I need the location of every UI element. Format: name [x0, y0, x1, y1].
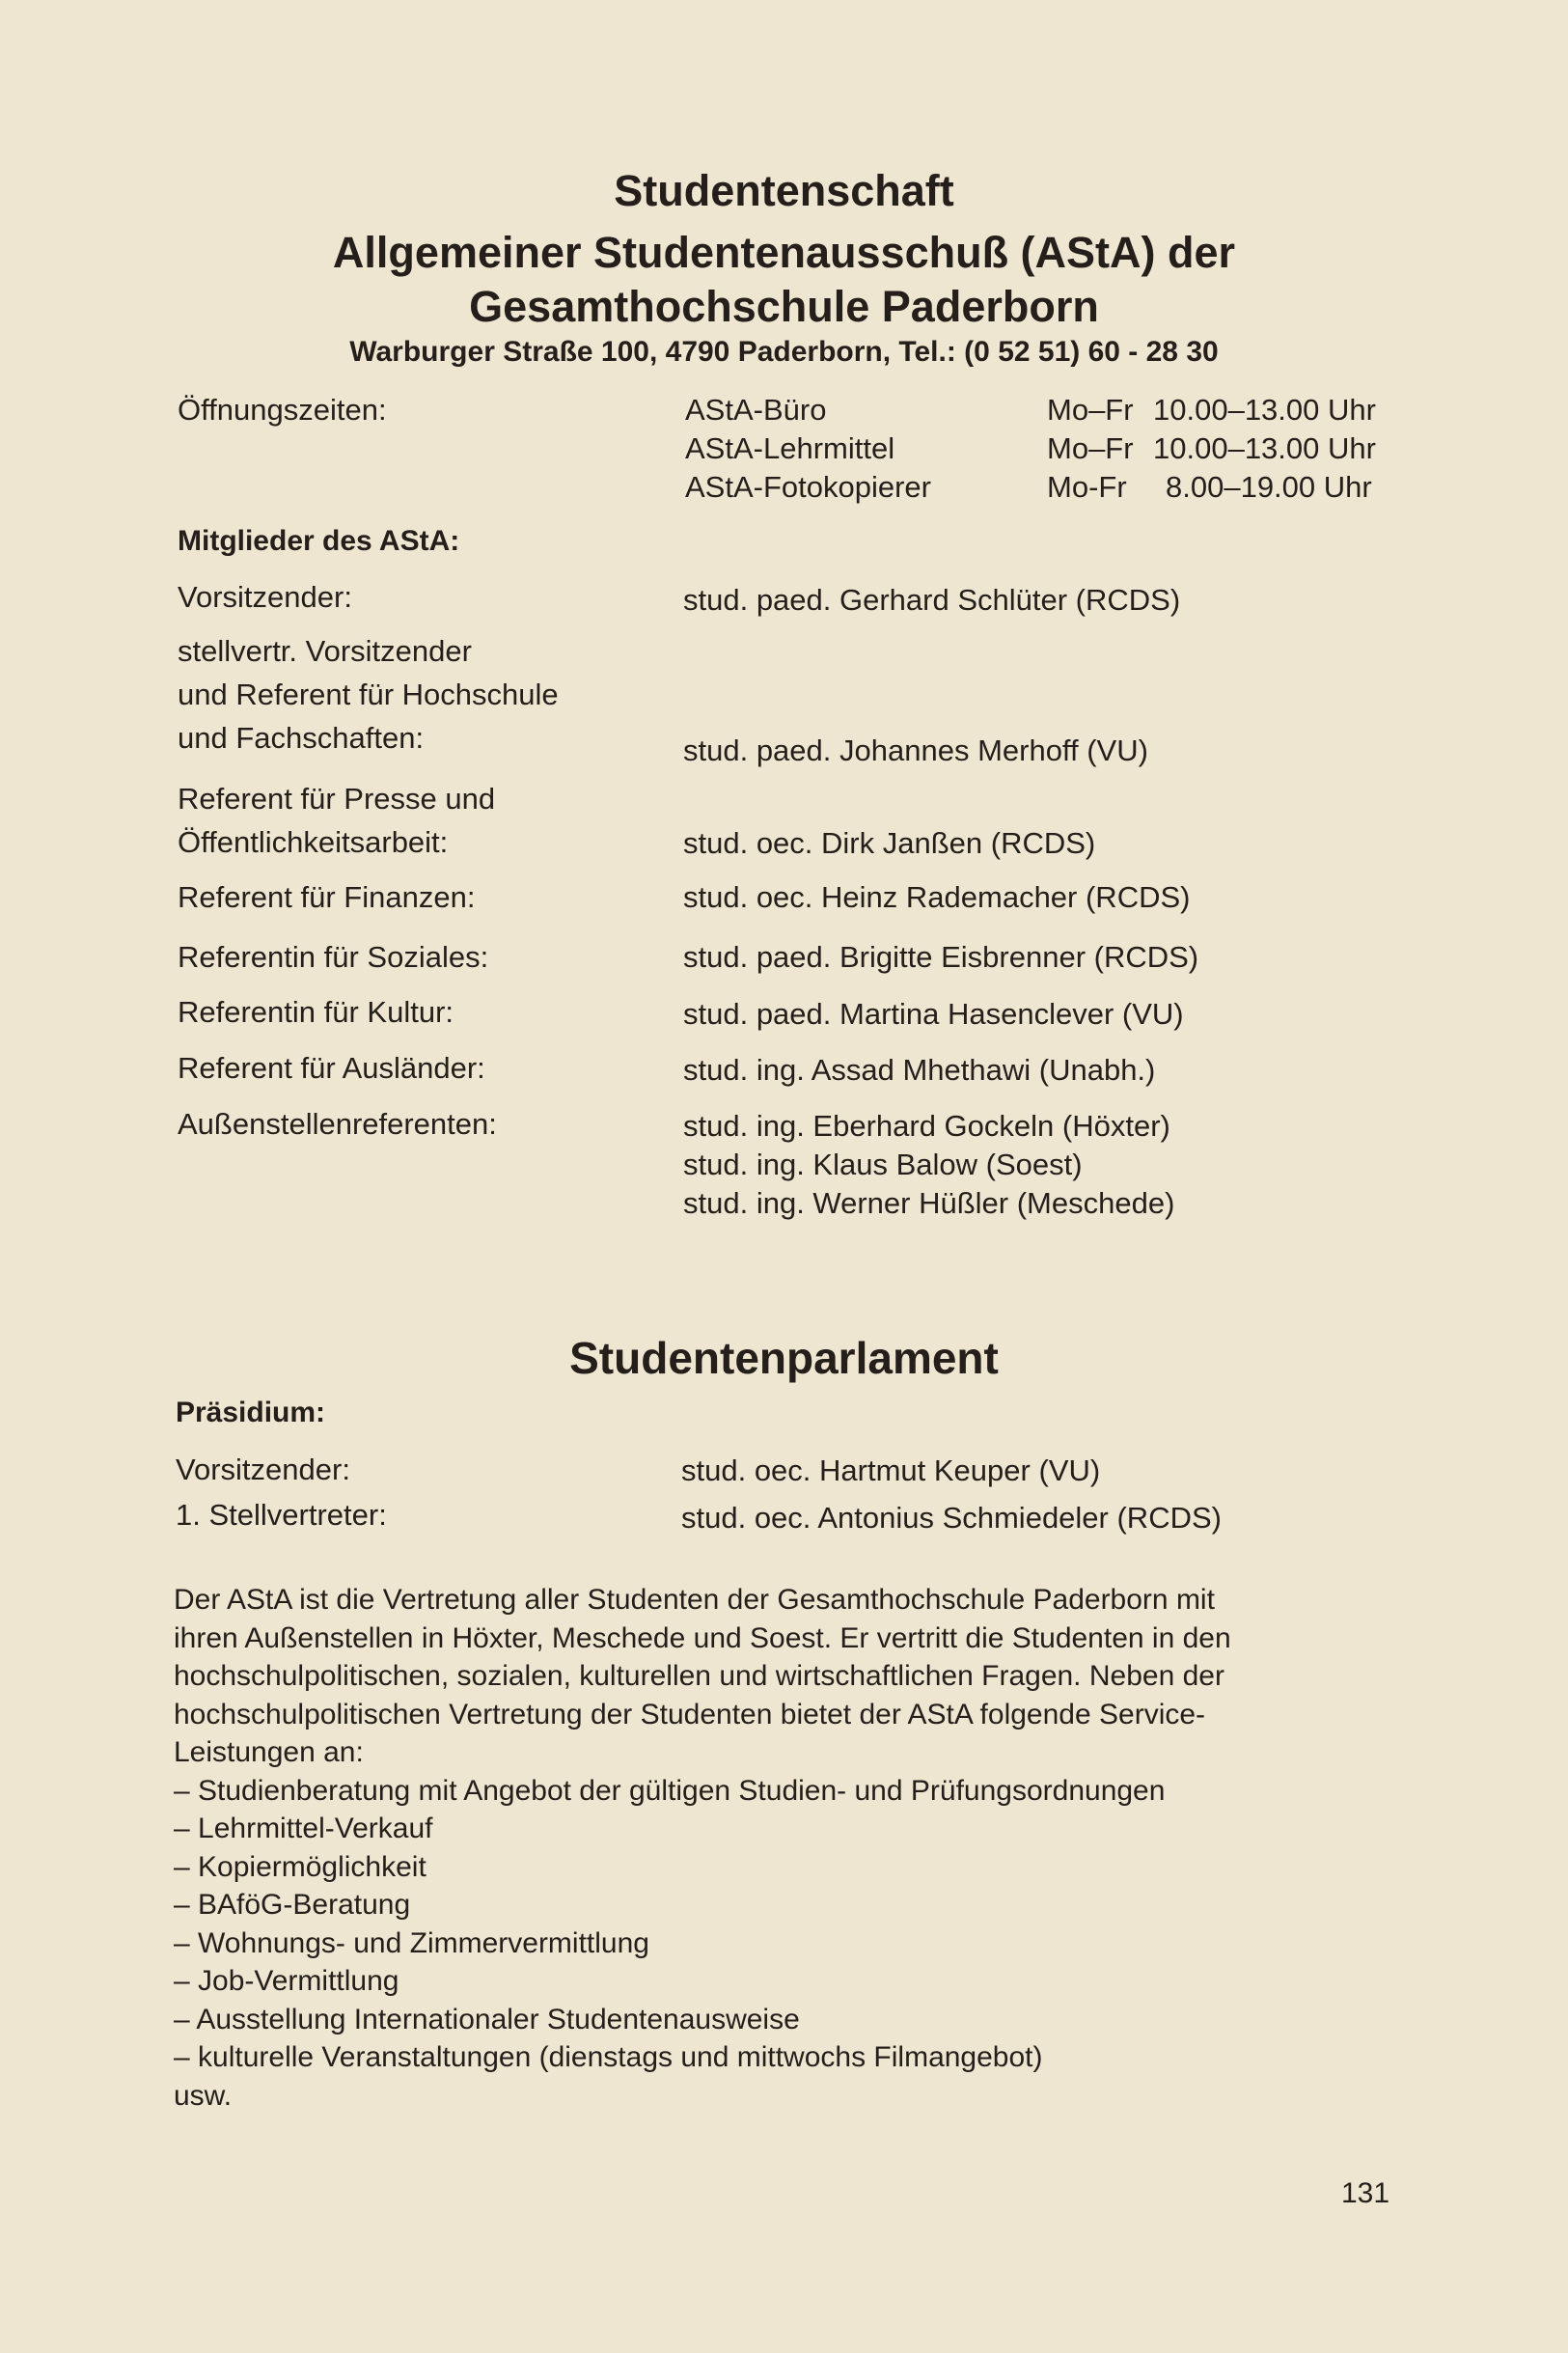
member-role: stellvertr. Vorsitzender: [178, 634, 472, 668]
member-name: stud. ing. Assad Mhethawi (Unabh.): [683, 1053, 1156, 1087]
member-name: stud. oec. Dirk Janßen (RCDS): [683, 826, 1096, 860]
address-line: Warburger Straße 100, 4790 Paderborn, Tel.: (0 52 51) 60 - 28 30: [349, 336, 1219, 368]
member-role: Referentin für Kultur:: [178, 995, 454, 1029]
hours-days: Mo-Fr: [1047, 470, 1127, 504]
member-role: Referent für Ausländer:: [178, 1051, 485, 1085]
member-name: stud. paed. Brigitte Eisbrenner (RCDS): [683, 940, 1199, 974]
page-number: 131: [1341, 2177, 1390, 2209]
member-name: stud. paed. Martina Hasenclever (VU): [683, 997, 1184, 1031]
description-paragraph: Der AStA ist die Vertretung aller Studenten der Gesamthochschule Paderborn mit ihren Außenstellen in Höxter, Meschede und Soest. Er vertritt die Studenten in den hochschulpolitischen, sozialen, kulturellen und wirtschaftlichen Fragen. Neben der hochschulpolitischen Vertretung der Studenten bietet der AStA folgende Service- Leistungen an: – Studienberatung mit Angebot der gültigen Studien- und Prüfungsordnungen – Lehrmittel-Verkauf – Kopiermöglichkeit – BAföG-Beratung – Wohnungs- und Zimmervermittlung – Job-Vermittlung – Ausstellung Internationaler Studentenausweise – kulturelle Veranstaltungen (dienstags und mittwochs Filmangebot) usw.: [174, 1584, 1231, 2112]
member-name: stud. paed. Gerhard Schlüter (RCDS): [683, 583, 1181, 617]
member-name: stud. ing. Eberhard Gockeln (Höxter): [683, 1109, 1170, 1143]
member-name: stud. paed. Johannes Merhoff (VU): [683, 734, 1148, 767]
member-name: stud. ing. Klaus Balow (Soest): [683, 1148, 1083, 1181]
hours-time: 10.00–13.00 Uhr: [1153, 393, 1376, 427]
member-role: Vorsitzender:: [178, 580, 352, 614]
title-studentenschaft: Studentenschaft: [614, 166, 954, 215]
member-role: Referent für Presse und: [178, 782, 496, 816]
hours-days: Mo–Fr: [1047, 393, 1134, 427]
parliament-role: Vorsitzender:: [176, 1453, 350, 1486]
parliament-heading: Studentenparlament: [569, 1333, 999, 1383]
member-name: stud. ing. Werner Hüßler (Meschede): [683, 1186, 1175, 1220]
presidium-label: Präsidium:: [176, 1397, 326, 1428]
parliament-name: stud. oec. Hartmut Keuper (VU): [681, 1453, 1101, 1487]
hours-time: 10.00–13.00 Uhr: [1153, 431, 1376, 465]
hours-place: AStA-Fotokopierer: [685, 470, 931, 504]
members-heading: Mitglieder des AStA:: [178, 525, 460, 557]
hours-place: AStA-Lehrmittel: [685, 431, 895, 465]
member-role: Außenstellenreferenten:: [178, 1107, 497, 1141]
hours-time: 8.00–19.00 Uhr: [1166, 470, 1372, 504]
member-name: stud. oec. Heinz Rademacher (RCDS): [683, 880, 1191, 914]
parliament-role: 1. Stellvertreter:: [176, 1498, 387, 1532]
hours-days: Mo–Fr: [1047, 431, 1134, 465]
opening-hours-label: Öffnungszeiten:: [178, 393, 387, 427]
member-role: Referentin für Soziales:: [178, 940, 489, 974]
member-role: und Fachschaften:: [178, 721, 425, 755]
member-role: Referent für Finanzen:: [178, 880, 476, 914]
parliament-name: stud. oec. Antonius Schmiedeler (RCDS): [681, 1501, 1222, 1535]
member-role: Öffentlichkeitsarbeit:: [178, 825, 449, 859]
title-asta: Allgemeiner Studentenausschuß (AStA) der: [332, 228, 1236, 277]
member-role: und Referent für Hochschule: [178, 678, 559, 711]
hours-place: AStA-Büro: [685, 393, 827, 427]
title-gesamthochschule: Gesamthochschule Paderborn: [469, 282, 1099, 331]
